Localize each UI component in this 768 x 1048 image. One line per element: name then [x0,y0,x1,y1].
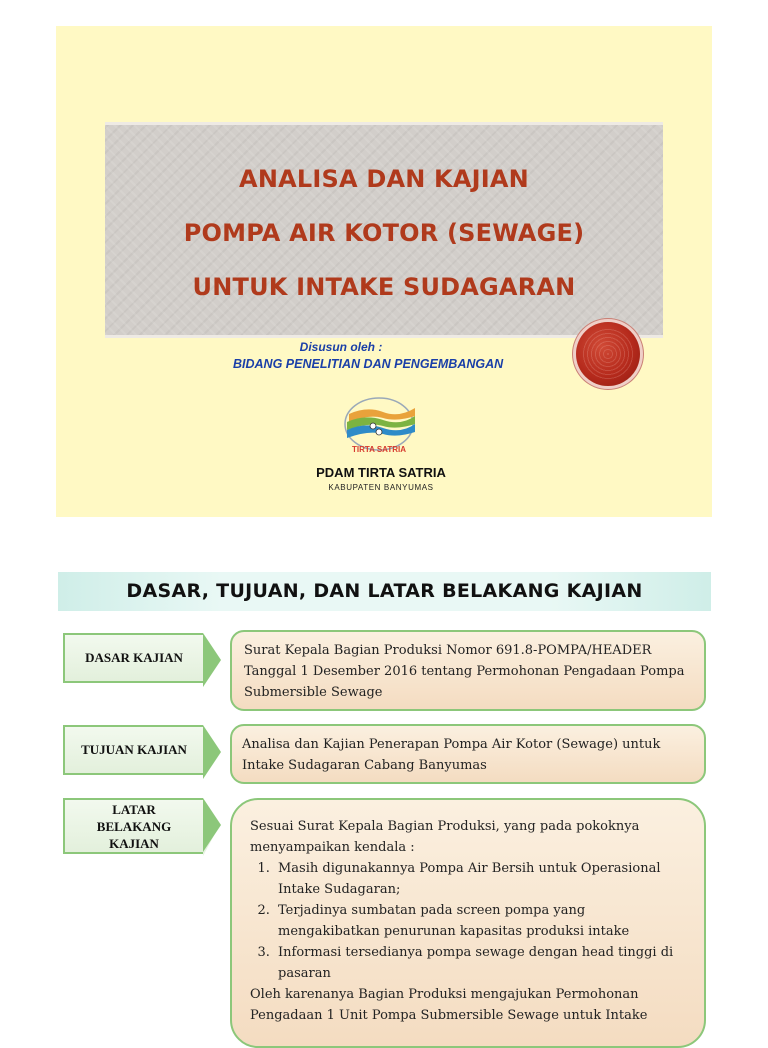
latar-belakang-intro: Sesuai Surat Kepala Bagian Produksi, yang pada pokoknya menyampaikan kendala : [250,819,640,855]
list-item: 1. Masih digunakannya Pompa Air Bersih untuk Operasional Intake Sudagaran; [274,858,686,900]
label-dasar-kajian [63,633,203,683]
title-box [105,122,663,338]
kendala-list [250,858,686,984]
tirta-satria-logo [339,396,419,456]
author-department: BIDANG PENELITIAN DAN PENGEMBANGAN [233,357,504,371]
section-heading-banner [58,572,711,611]
section-heading: DASAR, TUJUAN, DAN LATAR BELAKANG KAJIAN [126,580,643,602]
title-line-3: UNTUK INTAKE SUDAGARAN [192,273,576,301]
list-item: 2. Terjadinya sumbatan pada screen pompa yang mengakibatkan penurunan kapasitas produksi intake [274,900,686,942]
content-dasar-kajian [230,630,706,711]
author-caption: Disusun oleh : [299,340,383,354]
tujuan-kajian-text: Analisa dan Kajian Penerapan Pompa Air Kotor (Sewage) untuk Intake Sudagaran Cabang Banyumas [242,737,661,773]
title-line-1: ANALISA DAN KAJIAN [239,165,529,193]
content-tujuan-kajian [230,724,706,784]
label-latar-belakang [63,798,203,854]
red-seal-icon [576,322,640,386]
company-name: PDAM TIRTA SATRIA [316,465,446,480]
arrow-tip-icon [203,727,218,777]
dasar-kajian-text: Surat Kepala Bagian Produksi Nomor 691.8-POMPA/HEADER Tanggal 1 Desember 2016 tentang Permohonan Pengadaan Pompa Submersible Sewage [244,643,685,700]
arrow-tip-icon [203,635,218,685]
content-latar-belakang [230,798,706,1048]
label-tujuan-kajian [63,725,203,775]
label-dasar-kajian-text: DASAR KAJIAN [85,650,183,665]
title-line-2: POMPA AIR KOTOR (SEWAGE) [183,219,585,247]
latar-belakang-closing: Oleh karenanya Bagian Produksi mengajukan Permohonan Pengadaan 1 Unit Pompa Submersible Sewage untuk Intake [250,987,648,1023]
label-latar-belakang-text: LATAR BELAKANG KAJIAN [96,801,172,851]
logo-text: TIRTA SATRIA [351,445,407,454]
title-slide [56,26,712,517]
arrow-tip-icon [203,800,218,856]
label-tujuan-kajian-text: TUJUAN KAJIAN [81,742,187,757]
list-item: 3. Informasi tersedianya pompa sewage dengan head tinggi di pasaran [274,942,686,984]
company-region: KABUPATEN BANYUMAS [328,483,434,492]
